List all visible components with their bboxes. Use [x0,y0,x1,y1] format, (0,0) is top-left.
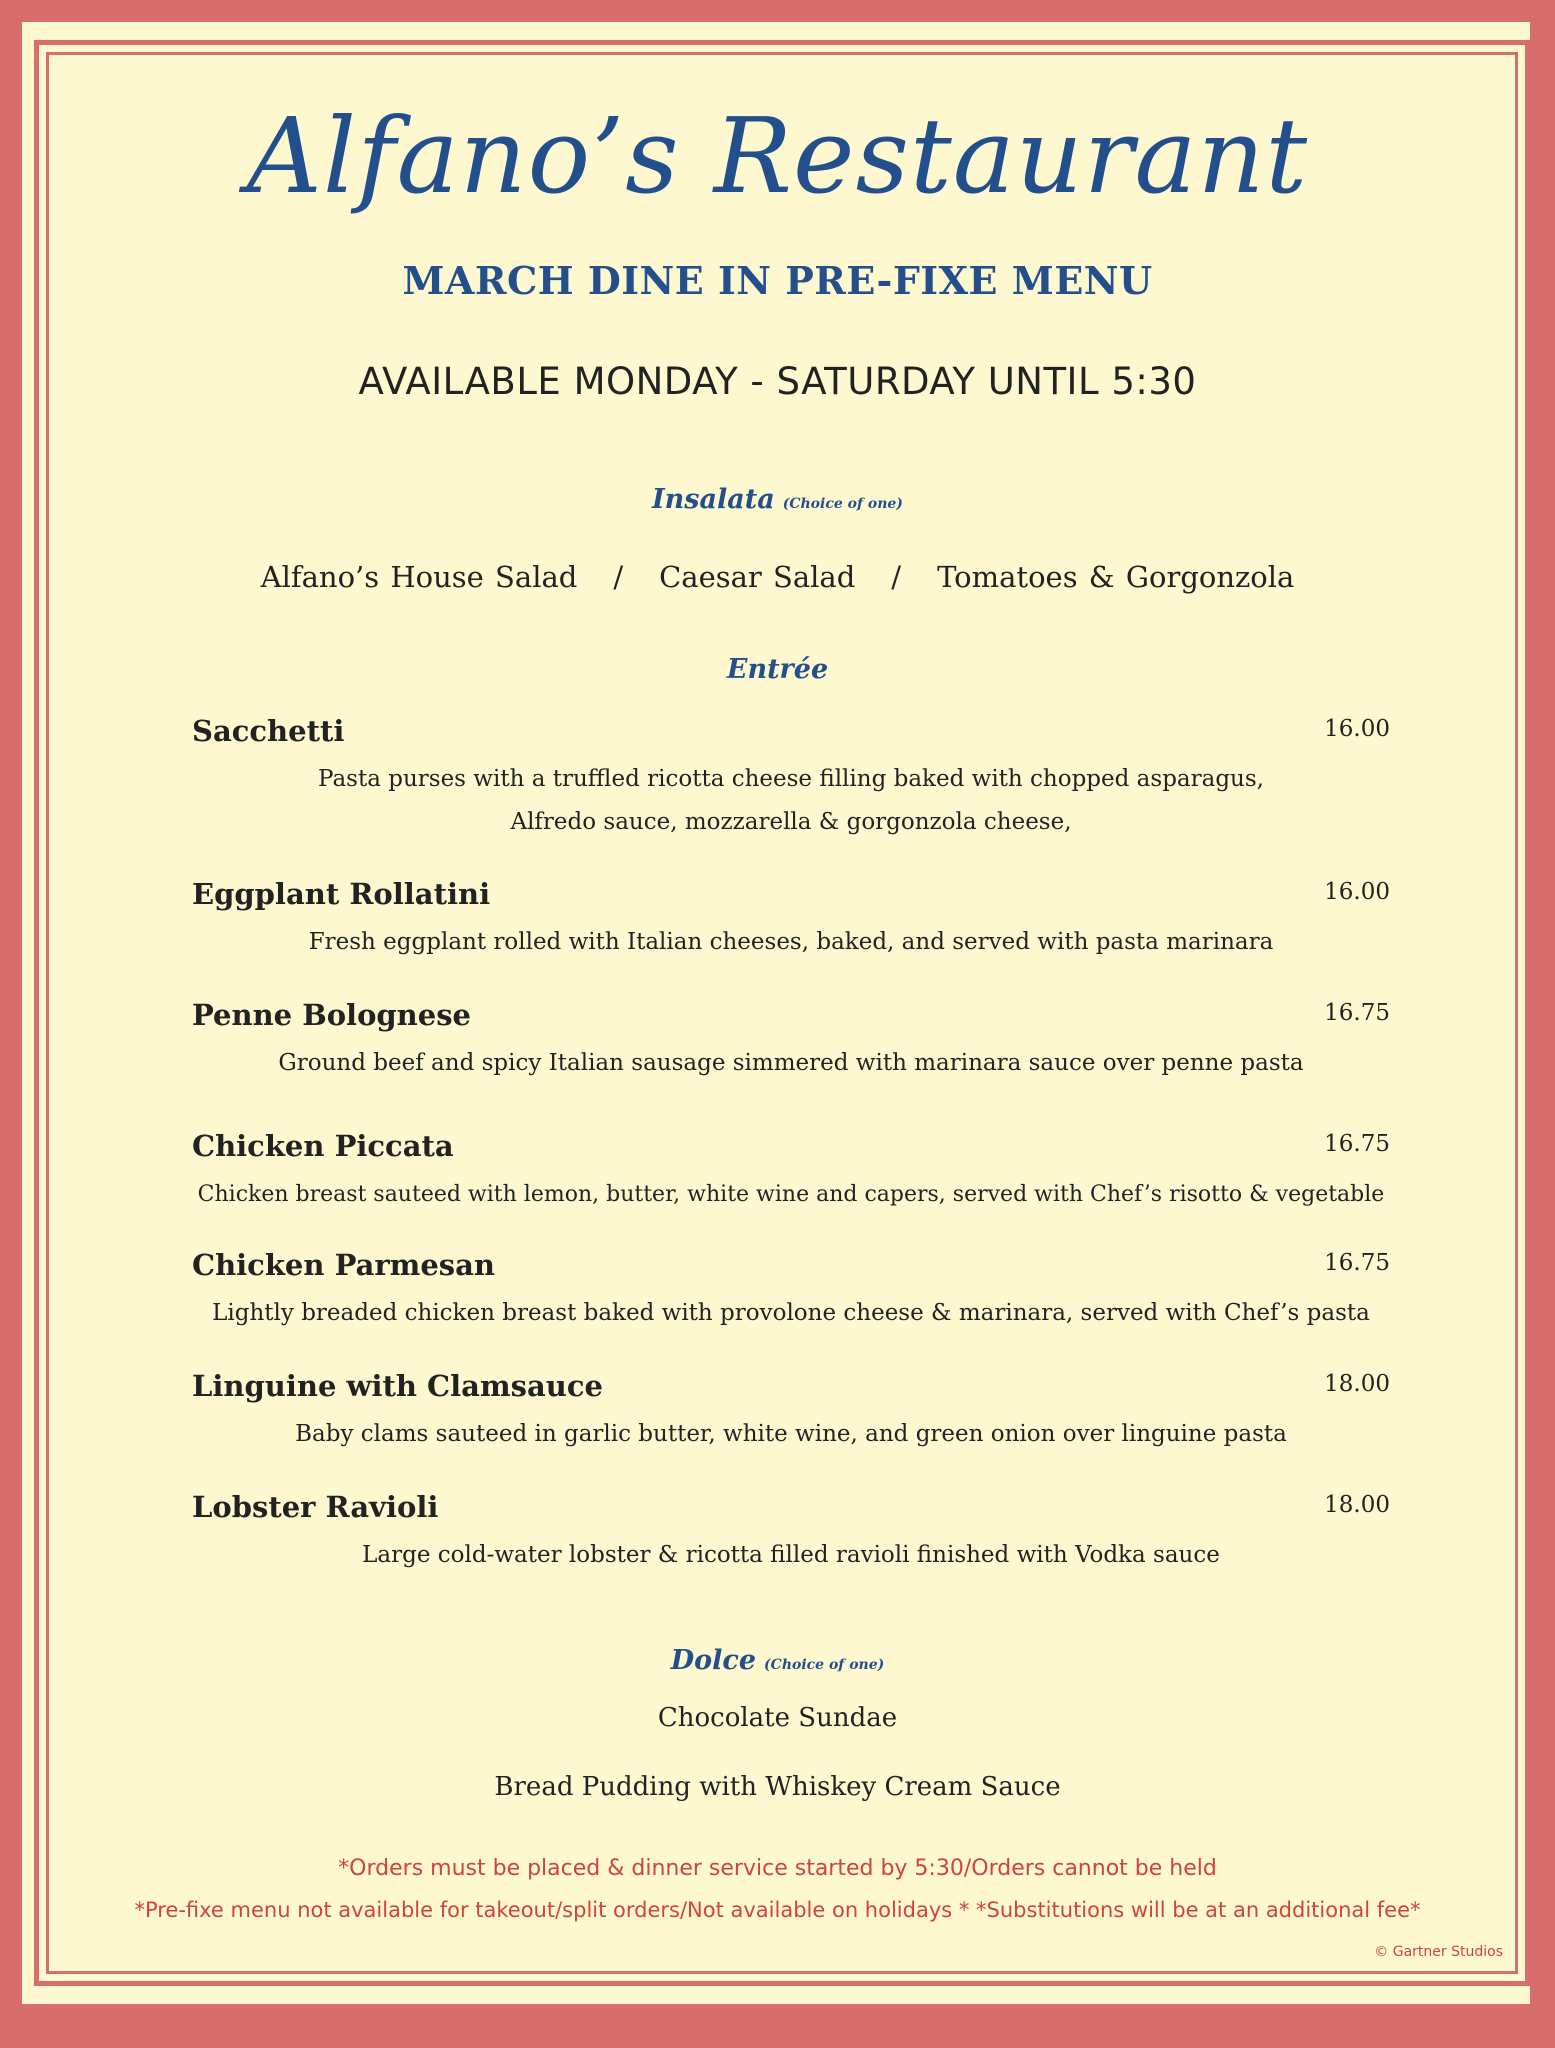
dolce-note: (Choice of one) [764,1657,885,1673]
entree-name: Sacchetti [192,714,345,748]
entree-price: 16.75 [1324,1250,1390,1276]
restaurant-title: Alfano’s Restaurant [246,95,1309,217]
entree-description: Fresh eggplant rolled with Italian cheeses, baked, and served with pasta marinara [308,929,1274,955]
prefixe-notice: *Pre-fixe menu not available for takeout/split orders/Not available on holidays * *Substitutions will be at an additional fee* [134,1898,1421,1922]
insalata-note: (Choice of one) [782,496,903,512]
entree-name: Chicken Parmesan [192,1248,495,1282]
entree-description: Large cold-water lobster & ricotta filled ravioli finished with Vodka sauce [362,1542,1220,1568]
salad-item: Alfano’s House Salad [260,560,578,594]
salad-item: Tomatoes & Gorgonzola [937,560,1295,594]
entree-description [192,758,1390,844]
menu-subtitle: MARCH DINE IN PRE-FIXE MENU [402,258,1153,303]
entree-price: 18.00 [1324,1371,1390,1397]
copyright-text: © Gartner Studios [1374,1944,1503,1960]
availability-text: AVAILABLE MONDAY - SATURDAY UNTIL 5:30 [358,360,1197,403]
entree-description: Ground beef and spicy Italian sausage simmered with marinara sauce over penne pasta [278,1050,1304,1076]
entree-price: 16.75 [1324,1131,1390,1157]
entree-description: Baby clams sauteed in garlic butter, white wine, and green onion over linguine pasta [295,1421,1287,1447]
entree-description-line: Pasta purses with a truffled ricotta cheese filling baked with chopped asparagus, [318,766,1264,792]
entree-price: 16.00 [1324,716,1390,742]
order-notice: *Orders must be placed & dinner service started by 5:30/Orders cannot be held [338,1856,1217,1881]
salad-item: Caesar Salad [659,560,856,594]
dolce-heading [0,1645,1555,1676]
salad-separator: / [613,560,624,594]
entree-price: 16.75 [1324,1000,1390,1026]
entree-price: 18.00 [1324,1492,1390,1518]
insalata-heading [0,484,1555,515]
entree-price: 16.00 [1324,879,1390,905]
entree-description-line: Alfredo sauce, mozzarella & gorgonzola cheese, [510,809,1072,835]
entree-name: Chicken Piccata [192,1129,454,1163]
dessert-item: Bread Pudding with Whiskey Cream Sauce [494,1772,1061,1802]
insalata-heading-label: Insalata [652,484,775,515]
entree-name: Lobster Ravioli [192,1490,439,1524]
entree-name: Linguine with Clamsauce [192,1369,603,1403]
entree-name: Eggplant Rollatini [192,877,491,911]
dessert-item: Chocolate Sundae [657,1703,898,1733]
dolce-heading-label: Dolce [670,1645,757,1676]
entree-name: Penne Bolognese [192,998,471,1032]
salad-separator: / [891,560,902,594]
entree-heading: Entrée [726,654,829,685]
entree-description: Lightly breaded chicken breast baked with provolone cheese & marinara, served with Chef’s pasta [212,1300,1370,1326]
salad-list [0,560,1555,594]
entree-description: Chicken breast sauteed with lemon, butter, white wine and capers, served with Chef’s risotto & vegetable [197,1182,1385,1207]
